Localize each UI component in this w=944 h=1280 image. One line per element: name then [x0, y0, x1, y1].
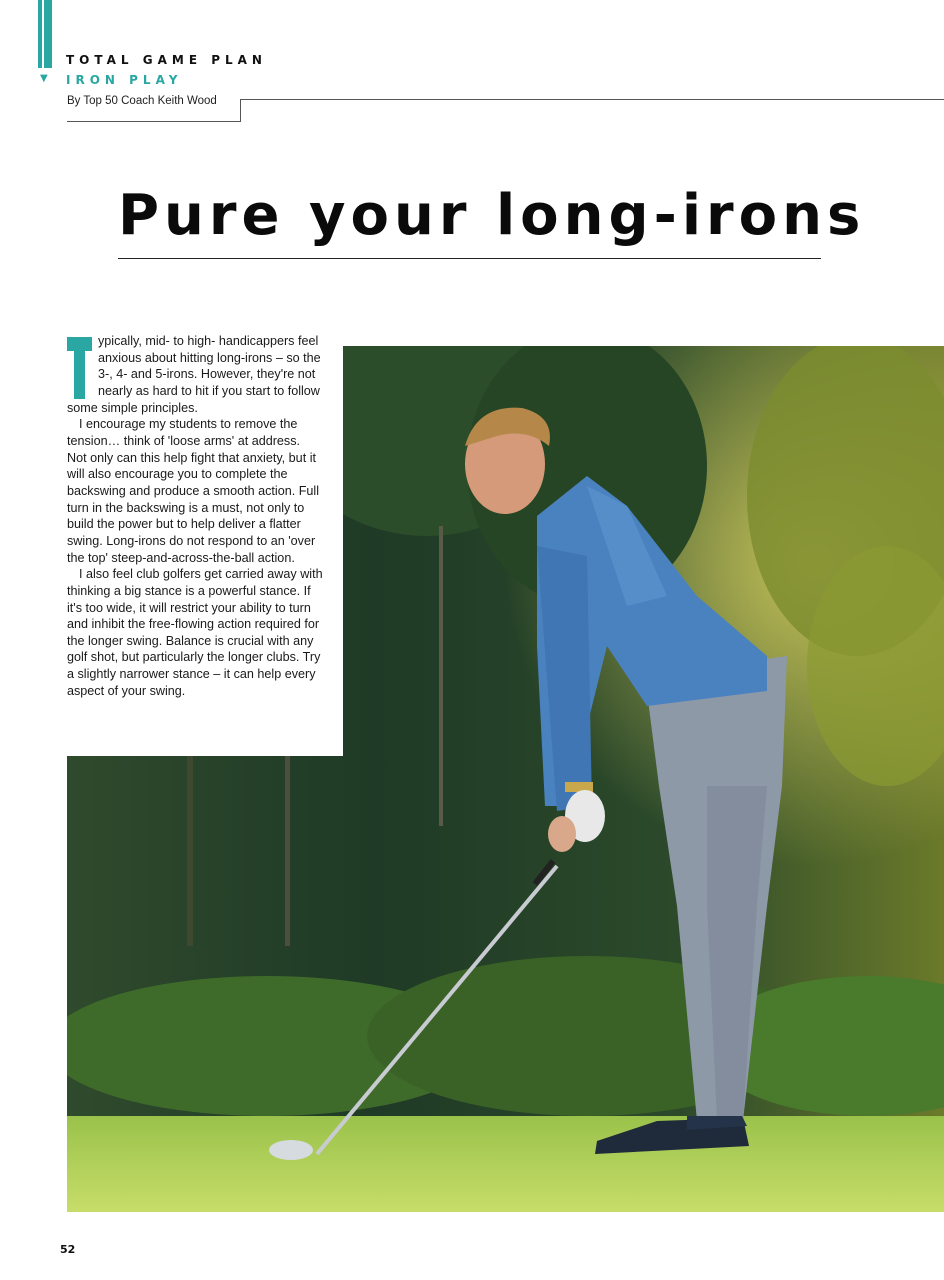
section-title: IRON PLAY	[66, 73, 183, 87]
byline-rule	[67, 121, 241, 122]
paragraph-1-text: ypically, mid- to high- handicappers feel anxious about hitting long-irons – so the 3-, 4- and 5-irons. However, they're not nearly as hard to hit if you start to follow some simple principles.	[67, 334, 321, 415]
drop-cap	[67, 337, 92, 399]
series-title: TOTAL GAME PLAN	[66, 53, 267, 67]
byline: By Top 50 Coach Keith Wood	[67, 95, 217, 107]
paragraph-3: I also feel club golfers get carried away with thinking a big stance is a powerful stance. If it's too wide, it will restrict your ability to turn and inhibit the free-flowing action required for the longer swing. Balance is crucial with any golf shot, but particularly the longer clubs. Try a slightly narrower stance – it can help every aspect of your swing.	[67, 567, 323, 698]
header-rule	[240, 99, 944, 100]
page-number: 52	[60, 1243, 76, 1256]
header-rule-step	[240, 99, 241, 122]
headline-rule	[118, 258, 821, 259]
paragraph-1	[67, 333, 323, 416]
page-title: Pure your long-irons	[118, 183, 866, 248]
article-body	[67, 333, 323, 699]
section-tab-marker	[38, 0, 52, 68]
paragraph-2: I encourage my students to remove the tension… think of 'loose arms' at address. Not only can this help fight that anxiety, but it will also encourage you to complete the backswing and produce a smooth action. Full turn in the backswing is a must, not only to build the power but to help deliver a flatter swing. Long-irons do not respond to an 'over the top' steep-and-across-the-ball action.	[67, 417, 320, 565]
down-triangle-icon: ▼	[40, 73, 48, 84]
